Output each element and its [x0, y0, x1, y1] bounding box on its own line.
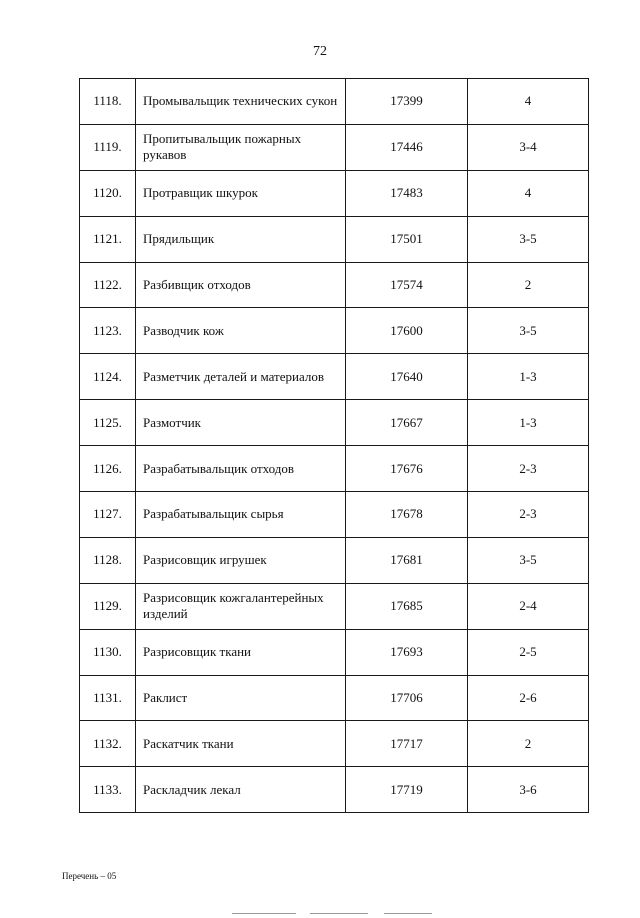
profession-code: 17685: [346, 583, 468, 629]
profession-code: 17717: [346, 721, 468, 767]
grade-range: 3-5: [468, 537, 589, 583]
row-number: 1123.: [80, 308, 136, 354]
profession-name: Разводчик кож: [136, 308, 346, 354]
profession-name: Протравщик шкурок: [136, 170, 346, 216]
scan-artifact-line: [310, 913, 368, 914]
page-number: 72: [313, 44, 327, 59]
profession-code: 17676: [346, 446, 468, 492]
row-number: 1132.: [80, 721, 136, 767]
profession-code: 17719: [346, 767, 468, 813]
grade-range: 2-3: [468, 446, 589, 492]
profession-name: Разрабатывальщик отходов: [136, 446, 346, 492]
row-number: 1128.: [80, 537, 136, 583]
table-row: [80, 721, 589, 767]
profession-code: 17640: [346, 354, 468, 400]
profession-code: 17399: [346, 79, 468, 125]
page-footer: Перечень – 05: [62, 871, 117, 881]
table-row: [80, 170, 589, 216]
table-row: [80, 537, 589, 583]
profession-code: 17667: [346, 400, 468, 446]
row-number: 1124.: [80, 354, 136, 400]
profession-code: 17706: [346, 675, 468, 721]
row-number: 1127.: [80, 492, 136, 538]
profession-name: Промывальщик технических сукон: [136, 79, 346, 125]
grade-range: 2-5: [468, 629, 589, 675]
row-number: 1130.: [80, 629, 136, 675]
grade-range: 3-5: [468, 308, 589, 354]
profession-name: Разрисовщик кожгалантерейных изделий: [136, 583, 346, 629]
grade-range: 4: [468, 170, 589, 216]
profession-name: Разрисовщик ткани: [136, 629, 346, 675]
profession-name: Раклист: [136, 675, 346, 721]
row-number: 1119.: [80, 124, 136, 170]
row-number: 1120.: [80, 170, 136, 216]
profession-name: Прядильщик: [136, 216, 346, 262]
grade-range: 1-3: [468, 400, 589, 446]
profession-code: 17501: [346, 216, 468, 262]
grade-range: 3-4: [468, 124, 589, 170]
profession-code: 17483: [346, 170, 468, 216]
profession-code: 17681: [346, 537, 468, 583]
table-row: [80, 629, 589, 675]
table-row: [80, 308, 589, 354]
grade-range: 2: [468, 721, 589, 767]
table-row: [80, 262, 589, 308]
row-number: 1125.: [80, 400, 136, 446]
profession-code: 17600: [346, 308, 468, 354]
scan-artifact-line: [232, 913, 296, 914]
profession-name: Раскатчик ткани: [136, 721, 346, 767]
profession-code: 17693: [346, 629, 468, 675]
grade-range: 4: [468, 79, 589, 125]
profession-code: 17574: [346, 262, 468, 308]
grade-range: 2: [468, 262, 589, 308]
profession-name: Разрисовщик игрушек: [136, 537, 346, 583]
scan-artifact-line: [384, 913, 432, 914]
profession-name: Разрабатывальщик сырья: [136, 492, 346, 538]
table-row: [80, 675, 589, 721]
row-number: 1121.: [80, 216, 136, 262]
grade-range: 2-3: [468, 492, 589, 538]
profession-name: Раскладчик лекал: [136, 767, 346, 813]
profession-code: 17678: [346, 492, 468, 538]
profession-name: Разбивщик отходов: [136, 262, 346, 308]
professions-table: [79, 78, 589, 813]
row-number: 1129.: [80, 583, 136, 629]
row-number: 1118.: [80, 79, 136, 125]
table-row: [80, 446, 589, 492]
table-row: [80, 400, 589, 446]
row-number: 1133.: [80, 767, 136, 813]
table-row: [80, 492, 589, 538]
table-row: [80, 767, 589, 813]
row-number: 1126.: [80, 446, 136, 492]
profession-code: 17446: [346, 124, 468, 170]
table-row: [80, 216, 589, 262]
table-row: [80, 354, 589, 400]
table-row: [80, 583, 589, 629]
row-number: 1131.: [80, 675, 136, 721]
profession-name: Размотчик: [136, 400, 346, 446]
table-row: [80, 124, 589, 170]
profession-name: Пропитывальщик пожарных рукавов: [136, 124, 346, 170]
grade-range: 2-4: [468, 583, 589, 629]
grade-range: 3-5: [468, 216, 589, 262]
profession-name: Разметчик деталей и материалов: [136, 354, 346, 400]
table-row: [80, 79, 589, 125]
row-number: 1122.: [80, 262, 136, 308]
grade-range: 1-3: [468, 354, 589, 400]
grade-range: 3-6: [468, 767, 589, 813]
grade-range: 2-6: [468, 675, 589, 721]
